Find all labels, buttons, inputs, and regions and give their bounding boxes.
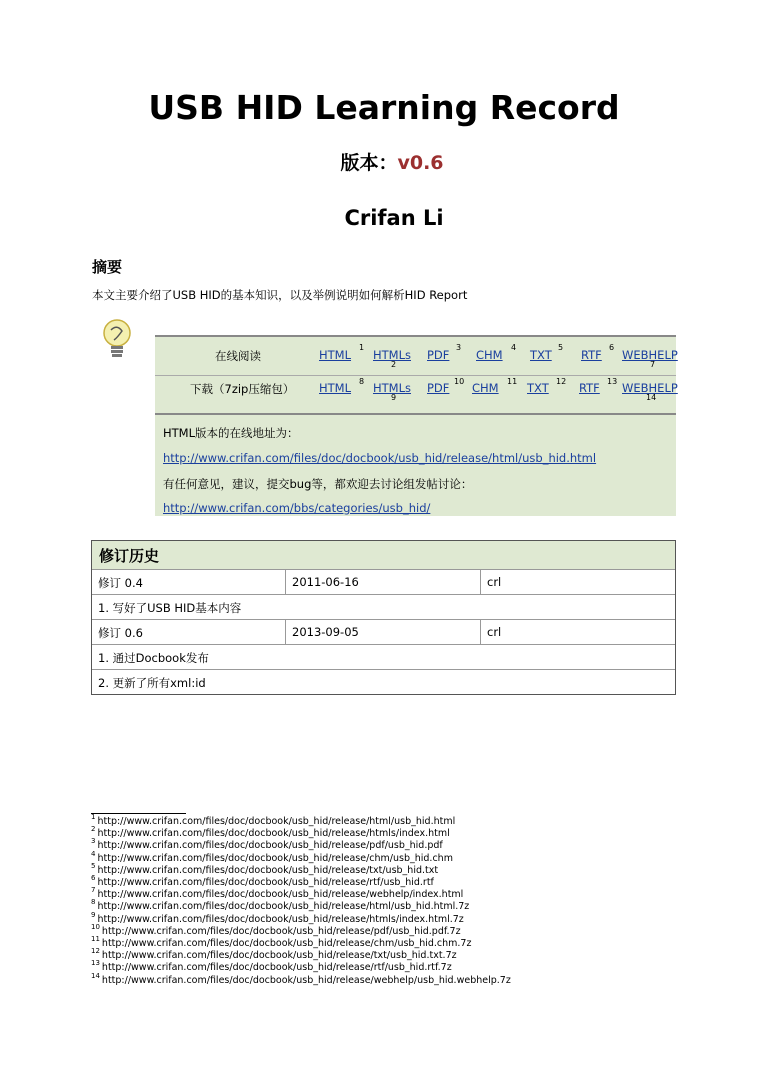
revision-number: 修订 0.4 — [98, 576, 143, 590]
footnote-number: 1 — [91, 813, 96, 821]
download-pdf-link[interactable]: PDF — [427, 381, 450, 395]
online-pdf-link[interactable]: PDF — [427, 348, 450, 362]
footnote-number: 5 — [91, 861, 96, 870]
footnote-item — [91, 837, 443, 852]
online-address-link[interactable]: http://www.crifan.com/files/doc/docbook/usb_hid/release/html/usb_hid.html — [163, 451, 597, 465]
footnote-number: 7 — [91, 886, 96, 895]
revision-history-heading: 修订历史 — [99, 547, 160, 565]
footnote-url[interactable]: http://www.crifan.com/files/doc/docbook/usb_hid/release/chm/usb_hid.chm — [97, 852, 453, 864]
footnote-number: 10 — [91, 922, 100, 931]
revision-number: 修订 0.6 — [98, 626, 143, 640]
revision-item: 2. 更新了所有xml:id — [98, 676, 206, 690]
revision-author: crl — [487, 575, 502, 589]
footnote-item — [91, 935, 472, 949]
footnote-url[interactable]: http://www.crifan.com/files/doc/docbook/usb_hid/release/htmls/index.html — [97, 828, 450, 840]
revision-date: 2011-06-16 — [292, 575, 359, 589]
footnote-number: 6 — [91, 874, 96, 882]
column-divider — [480, 619, 481, 644]
column-divider — [480, 569, 481, 594]
footnote-number: 8 — [91, 898, 96, 907]
footnote-url[interactable]: http://www.crifan.com/files/doc/docbook/usb_hid/release/pdf/usb_hid.pdf — [97, 840, 443, 852]
online-html-link[interactable]: HTML — [319, 348, 352, 362]
footnote-ref: 6 — [609, 343, 615, 352]
document-title: USB HID Learning Record — [148, 88, 620, 127]
feedback-link[interactable]: http://www.crifan.com/bbs/categories/usb_hid/ — [163, 501, 431, 515]
table-row — [92, 569, 675, 594]
footnote-ref: 4 — [511, 343, 517, 352]
footnote-number: 11 — [91, 935, 100, 943]
revision-item: 1. 通过Docbook发布 — [98, 651, 209, 665]
footnote-number: 14 — [91, 971, 100, 980]
footnote-ref: 5 — [558, 343, 564, 352]
doc-links-note — [155, 335, 676, 516]
note-rule — [155, 375, 676, 376]
download-chm-link[interactable]: CHM — [472, 381, 499, 395]
footnote-ref: 7 — [650, 360, 656, 369]
footnote-url[interactable]: http://www.crifan.com/files/doc/docbook/usb_hid/release/webhelp/index.html — [97, 889, 464, 901]
table-row — [92, 669, 675, 694]
footnote-url[interactable]: http://www.crifan.com/files/doc/docbook/usb_hid/release/html/usb_hid.html — [97, 816, 456, 827]
footnote-url[interactable]: http://www.crifan.com/files/doc/docbook/usb_hid/release/pdf/usb_hid.pdf.7z — [101, 925, 461, 937]
download-label: 下载（7zip压缩包） — [190, 382, 295, 396]
footnote-ref: 14 — [646, 393, 657, 402]
footnote-item — [91, 861, 439, 876]
revision-item: 1. 写好了USB HID基本内容 — [98, 601, 242, 615]
footnote-ref: 9 — [391, 393, 397, 402]
download-html-link[interactable]: HTML — [319, 381, 352, 395]
column-divider — [285, 619, 286, 644]
footnote-ref: 13 — [607, 377, 618, 386]
footnote-number: 2 — [91, 825, 96, 834]
abstract-text: 本文主要介绍了USB HID的基本知识，以及举例说明如何解析HID Report — [92, 288, 468, 302]
footnote-url[interactable]: http://www.crifan.com/files/doc/docbook/usb_hid/release/txt/usb_hid.txt.7z — [101, 950, 457, 962]
footnote-ref: 1 — [359, 343, 365, 352]
table-row — [92, 619, 675, 644]
footnote-item — [91, 898, 470, 913]
online-read-label: 在线阅读 — [215, 349, 261, 363]
download-webhelp-link[interactable]: WEBHELP — [622, 381, 678, 395]
lightbulb-icon — [100, 318, 134, 362]
online-rtf-link[interactable]: RTF — [581, 348, 602, 362]
footnote-url[interactable]: http://www.crifan.com/files/doc/docbook/usb_hid/release/webhelp/usb_hid.webhelp.7z — [101, 974, 511, 986]
version-line — [0, 148, 768, 175]
table-row — [92, 644, 675, 669]
footnote-url[interactable]: http://www.crifan.com/files/doc/docbook/usb_hid/release/htmls/index.html.7z — [97, 913, 464, 925]
table-row — [92, 594, 675, 619]
download-htmls-link[interactable]: HTMLs — [373, 381, 411, 395]
footnote-ref: 3 — [456, 343, 462, 352]
footnote-item — [91, 874, 434, 888]
footnote-ref: 10 — [454, 377, 465, 386]
online-webhelp-link[interactable]: WEBHELP — [622, 348, 678, 362]
footnote-number: 12 — [91, 947, 100, 956]
footnote-item — [91, 886, 464, 901]
version-label: 版本： — [340, 152, 398, 174]
online-htmls-link[interactable]: HTMLs — [373, 348, 411, 362]
footnote-url[interactable]: http://www.crifan.com/files/doc/docbook/usb_hid/release/html/usb_hid.html.7z — [97, 901, 470, 913]
footnote-item — [91, 849, 453, 864]
footnote-url[interactable]: http://www.crifan.com/files/doc/docbook/usb_hid/release/rtf/usb_hid.rtf — [97, 877, 434, 888]
online-txt-link[interactable]: TXT — [530, 348, 552, 362]
footnote-item — [91, 910, 464, 925]
note-rule — [155, 335, 676, 337]
download-txt-link[interactable]: TXT — [527, 381, 549, 395]
footnote-item — [91, 947, 457, 962]
footnote-ref: 2 — [391, 360, 397, 369]
online-chm-link[interactable]: CHM — [476, 348, 503, 362]
footnote-number: 9 — [91, 910, 96, 919]
footnote-number: 13 — [91, 959, 100, 968]
feedback-label: 有任何意见，建议，提交bug等，都欢迎去讨论组发帖讨论： — [163, 477, 473, 491]
footnote-item — [91, 825, 450, 840]
footnote-ref: 8 — [359, 377, 365, 386]
revision-history-header — [92, 541, 675, 569]
footnote-ref: 11 — [507, 377, 518, 386]
footnote-item — [91, 971, 511, 986]
revision-author: crl — [487, 625, 502, 639]
column-divider — [285, 569, 286, 594]
download-rtf-link[interactable]: RTF — [579, 381, 600, 395]
footnote-ref: 12 — [556, 377, 567, 386]
footnote-number: 3 — [91, 837, 96, 846]
footnote-url[interactable]: http://www.crifan.com/files/doc/docbook/usb_hid/release/rtf/usb_hid.rtf.7z — [101, 962, 452, 974]
version-value: v0.6 — [397, 152, 444, 174]
revision-history-table — [91, 540, 676, 695]
note-rule — [155, 413, 676, 415]
footnote-item — [91, 959, 452, 974]
footnote-separator — [91, 813, 186, 814]
online-address-label: HTML版本的在线地址为： — [163, 426, 299, 440]
revision-date: 2013-09-05 — [292, 625, 359, 639]
author-name: Crifan Li — [344, 206, 444, 230]
abstract-heading: 摘要 — [92, 258, 123, 276]
footnote-item — [91, 922, 461, 937]
footnote-url[interactable]: http://www.crifan.com/files/doc/docbook/usb_hid/release/txt/usb_hid.txt — [97, 864, 439, 876]
footnote-url[interactable]: http://www.crifan.com/files/doc/docbook/usb_hid/release/chm/usb_hid.chm.7z — [101, 938, 472, 949]
footnote-item — [91, 813, 456, 827]
footnote-number: 4 — [91, 849, 96, 858]
